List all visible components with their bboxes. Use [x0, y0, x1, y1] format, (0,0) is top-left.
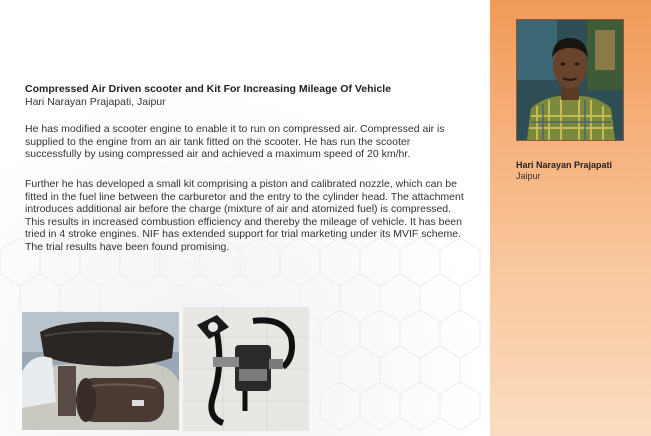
- article-title: Compressed Air Driven scooter and Kit For Increasing Mileage Of Vehicle: [25, 83, 392, 95]
- article-byline: Hari Narayan Prajapati, Jaipur: [25, 96, 166, 108]
- scooter-photo: [22, 312, 179, 430]
- article-paragraph: He has modified a scooter engine to enable it to run on compressed air. Compressed air is supplied to the engine from an air tank fitted on the scooter. He has run the scooter successfully by using compressed air and achieved a maximum speed of 20 km/hr.: [25, 123, 445, 161]
- kit-photo: [183, 307, 309, 431]
- portrait-photo: [516, 19, 624, 141]
- article-paragraph: Further he has developed a small kit comprising a piston and calibrated nozzle, which can be fitted in the fuel line between the carburetor and the entry to the cylinder head. The attachment introduces additional air before the charge (mixture of air and atomized fuel) is compressed. This results in increased combustion efficiency and thereby the mileage of vehicle. It has been tried in 4 stroke engines. NIF has extended support for trial marketing under its MVIF scheme. The trial results have been found promising.: [25, 178, 464, 253]
- sidebar-name: Hari Narayan Prajapati: [516, 160, 613, 170]
- sidebar-place: Jaipur: [516, 171, 541, 181]
